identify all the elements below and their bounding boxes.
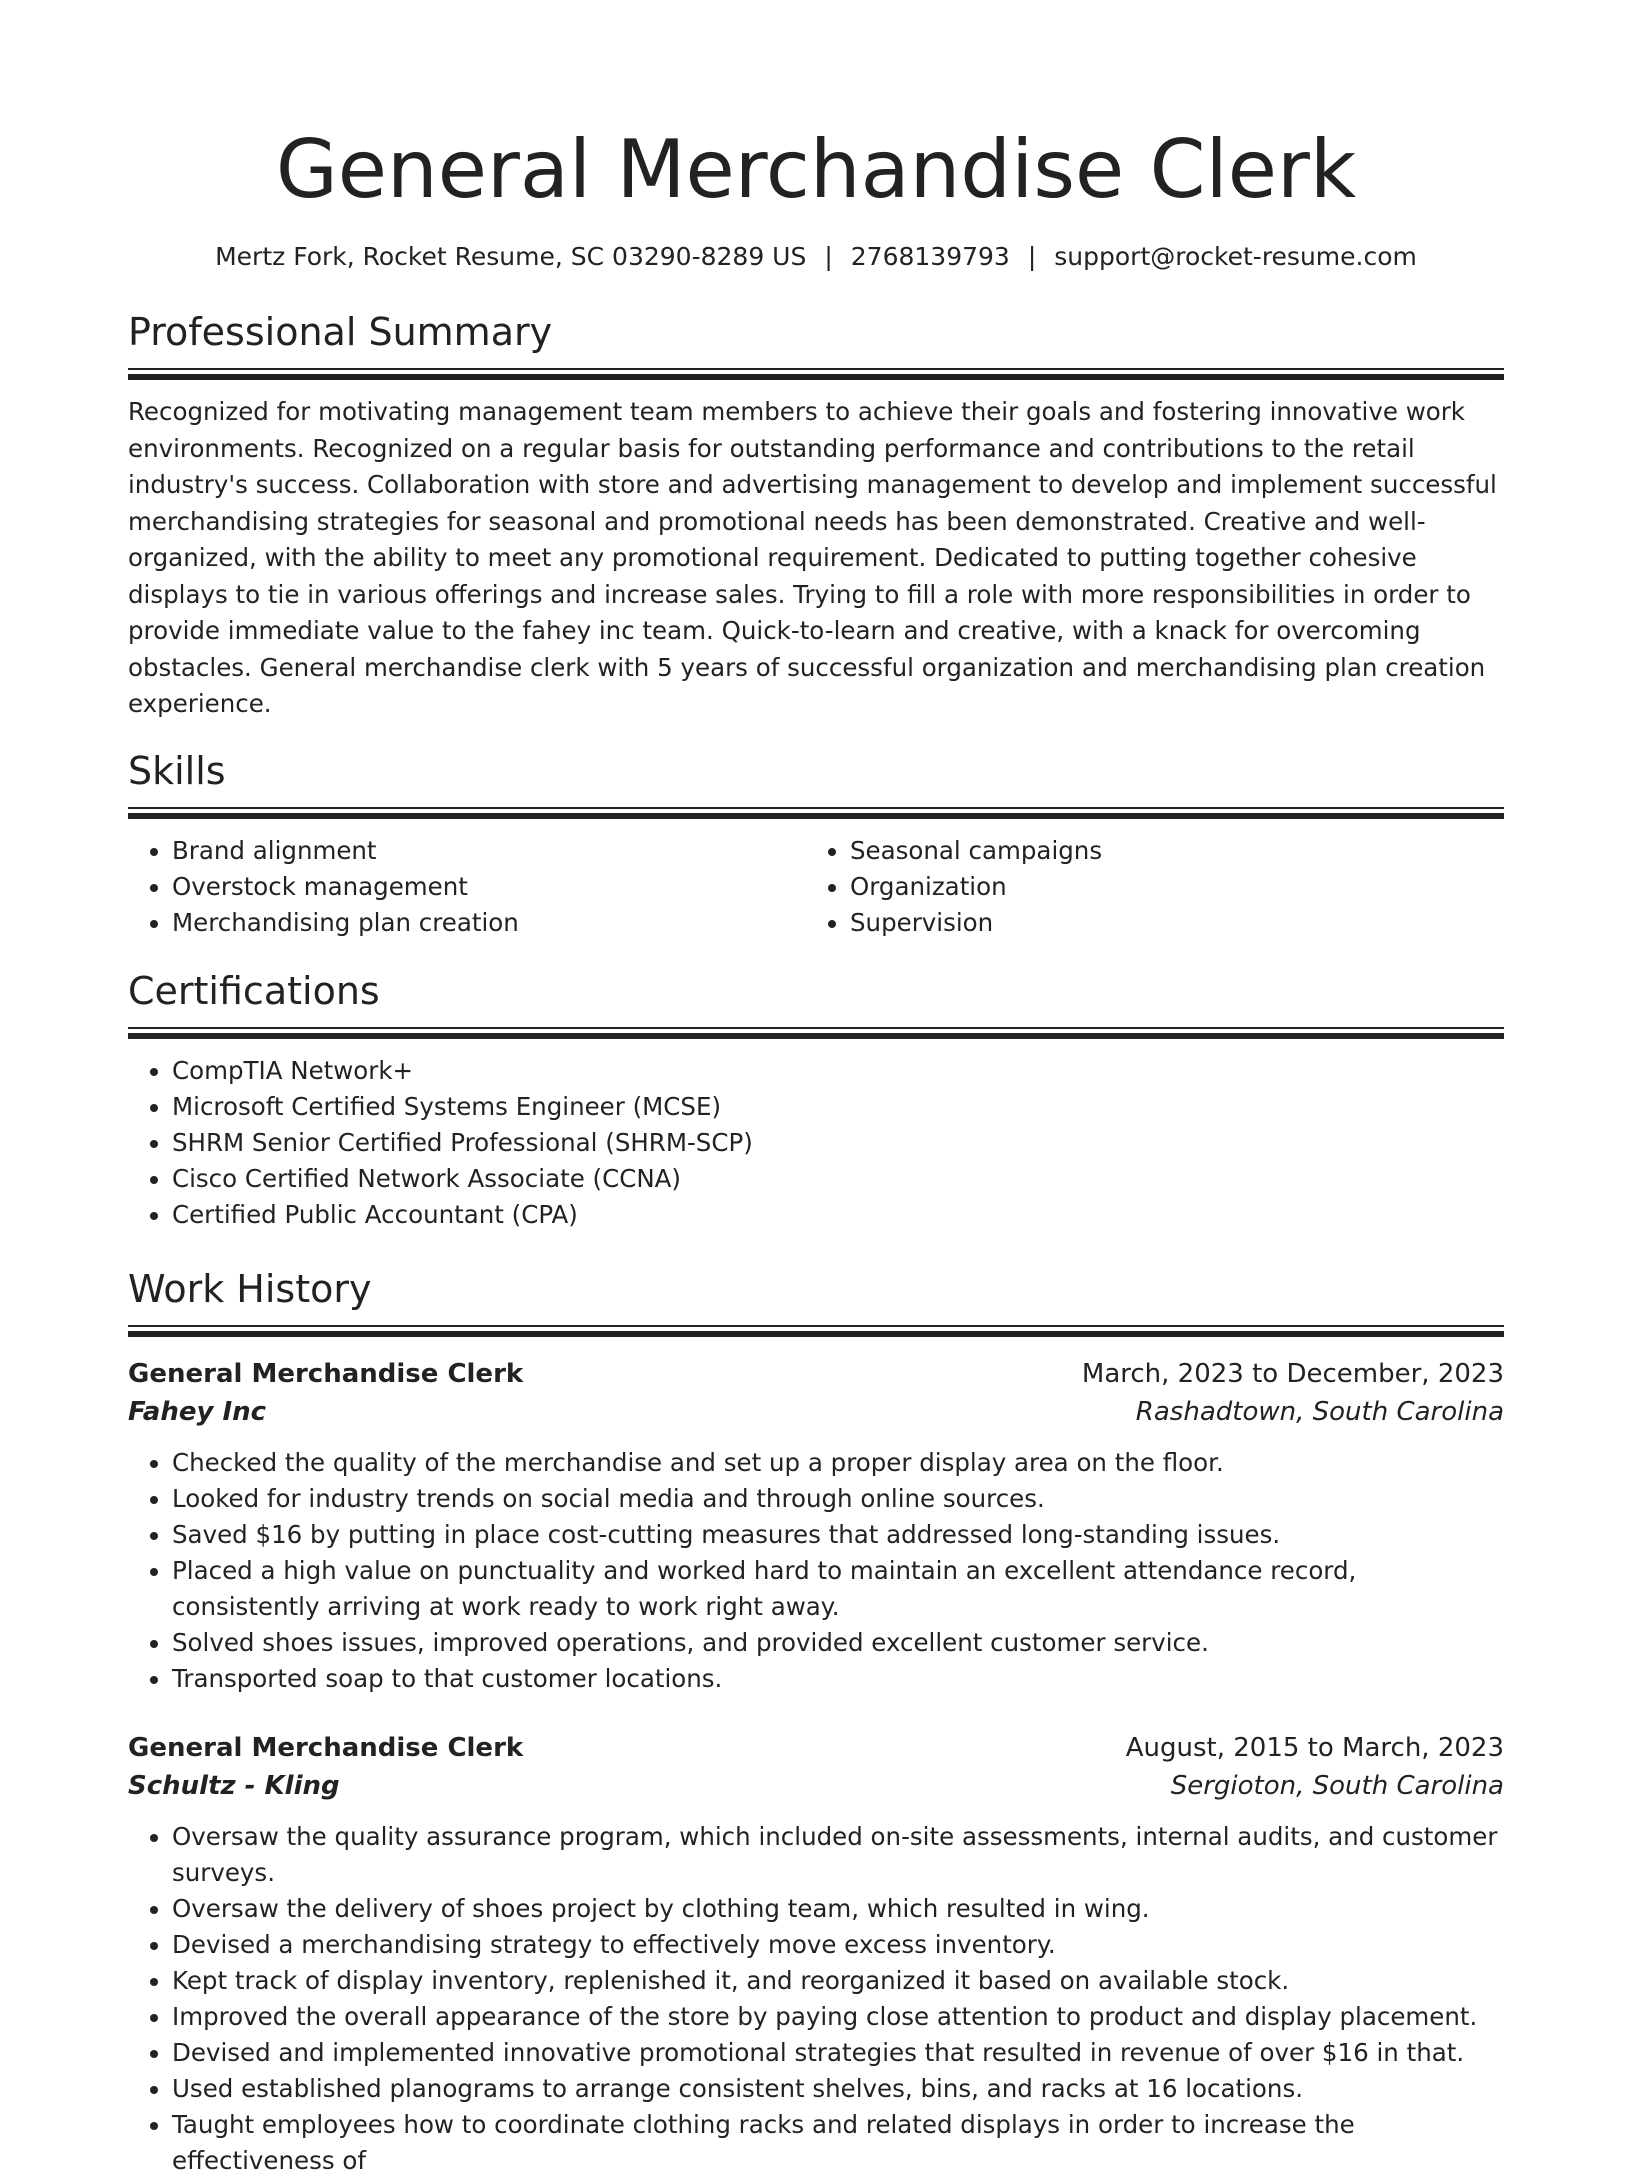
job-subheader-row [128, 1767, 1504, 1805]
job-title: General Merchandise Clerk [128, 1358, 524, 1389]
contact-address: Mertz Fork, Rocket Resume, SC 03290-8289 US [215, 242, 807, 271]
skill-item: • Brand alignment [172, 833, 806, 869]
summary-section [128, 308, 1504, 723]
certification-item: • CompTIA Network+ [172, 1053, 1504, 1089]
resume-page [128, 0, 1504, 2179]
certification-item: • Cisco Certified Network Associate (CCNA) [172, 1161, 1504, 1197]
skills-columns [128, 833, 1504, 941]
skill-item: • Merchandising plan creation [172, 905, 806, 941]
job-dates: March, 2023 to December, 2023 [1081, 1358, 1504, 1389]
job-location: Rashadtown, South Carolina [1135, 1396, 1504, 1427]
job-company: Fahey Inc [128, 1396, 267, 1427]
job-bullet-list [128, 1445, 1504, 1697]
skill-item: • Seasonal campaigns [850, 833, 1550, 869]
contact-phone: 2768139793 [850, 242, 1010, 271]
section-title-summary: Professional Summary [128, 310, 553, 354]
job-header-row [128, 1729, 1504, 1767]
certifications-list [128, 1053, 1504, 1233]
section-divider [128, 1027, 1504, 1039]
section-title-work-history: Work History [128, 1266, 372, 1311]
job-title: General Merchandise Clerk [128, 1732, 524, 1763]
job-bullet: • Kept track of display inventory, replenished it, and reorganized it based on available stock. [172, 1963, 1504, 1999]
job-bullet: • Oversaw the delivery of shoes project by clothing team, which resulted in wing. [172, 1891, 1504, 1927]
certification-item: • SHRM Senior Certified Professional (SHRM-SCP) [172, 1125, 1504, 1161]
job-bullet: • Taught employees how to coordinate clothing racks and related displays in order to increase the effectiveness of [172, 2107, 1504, 2179]
job-bullet: • Devised a merchandising strategy to effectively move excess inventory. [172, 1927, 1504, 1963]
job-bullet: • Oversaw the quality assurance program, which included on-site assessments, internal audits, and customer surveys. [172, 1819, 1504, 1891]
job-bullet: • Solved shoes issues, improved operations, and provided excellent customer service. [172, 1625, 1504, 1661]
section-title-certifications: Certifications [128, 968, 380, 1013]
job-bullet: • Transported soap to that customer locations. [172, 1661, 1504, 1697]
job-location: Sergioton, South Carolina [1170, 1770, 1504, 1801]
job-entry [128, 1729, 1504, 2179]
contact-line [128, 240, 1504, 274]
work-history-section [128, 1265, 1504, 2179]
section-divider [128, 807, 1504, 819]
job-bullet: • Improved the overall appearance of the store by paying close attention to product and display placement. [172, 1999, 1504, 2035]
skills-list-right [806, 833, 1550, 941]
contact-separator: | [824, 242, 833, 271]
job-company: Schultz - Kling [128, 1770, 340, 1801]
skills-section [128, 747, 1504, 941]
contact-email: support@rocket-resume.com [1054, 242, 1417, 271]
skill-item: • Organization [850, 869, 1550, 905]
section-divider [128, 368, 1504, 380]
certifications-section [128, 967, 1504, 1233]
skills-list-left [128, 833, 806, 941]
certification-item: • Microsoft Certified Systems Engineer (MCSE) [172, 1089, 1504, 1125]
candidate-name: General Merchandise Clerk [275, 123, 1357, 216]
job-header-row [128, 1355, 1504, 1393]
job-subheader-row [128, 1393, 1504, 1431]
section-title-skills: Skills [128, 748, 226, 793]
section-divider [128, 1325, 1504, 1337]
job-dates: August, 2015 to March, 2023 [1125, 1732, 1504, 1763]
job-bullet: • Checked the quality of the merchandise and set up a proper display area on the floor. [172, 1445, 1504, 1481]
job-bullet: • Placed a high value on punctuality and worked hard to maintain an excellent attendance record, consistently arriving at work ready to work right away. [172, 1553, 1504, 1625]
job-bullet: • Used established planograms to arrange consistent shelves, bins, and racks at 16 locations. [172, 2071, 1504, 2107]
summary-text: Recognized for motivating management team members to achieve their goals and fostering innovative work environments. Recognized on a regular basis for outstanding performance and contributions to the retail industry's success. Collaboration with store and advertising management to develop and implement successful merchandising strategies for seasonal and promotional needs has been demonstrated. Creative and well-organized, with the ability to meet any promotional requirement. Dedicated to putting together cohesive displays to tie in various offerings and increase sales. Trying to fill a role with more responsibilities in order to provide immediate value to the fahey inc team. Quick-to-learn and creative, with a knack for overcoming obstacles. General merchandise clerk with 5 years of successful organization and merchandising plan creation experience. [128, 397, 1497, 718]
certification-item: • Certified Public Accountant (CPA) [172, 1197, 1504, 1233]
job-bullet: • Saved $16 by putting in place cost-cutting measures that addressed long-standing issues. [172, 1517, 1504, 1553]
skill-item: • Supervision [850, 905, 1550, 941]
job-entry [128, 1355, 1504, 1697]
contact-separator: | [1027, 242, 1037, 271]
job-bullet: • Devised and implemented innovative promotional strategies that resulted in revenue of over $16 in that. [172, 2035, 1504, 2071]
job-bullet: • Looked for industry trends on social media and through online sources. [172, 1481, 1504, 1517]
job-bullet-list [128, 1819, 1504, 2179]
skill-item: • Overstock management [172, 869, 806, 905]
